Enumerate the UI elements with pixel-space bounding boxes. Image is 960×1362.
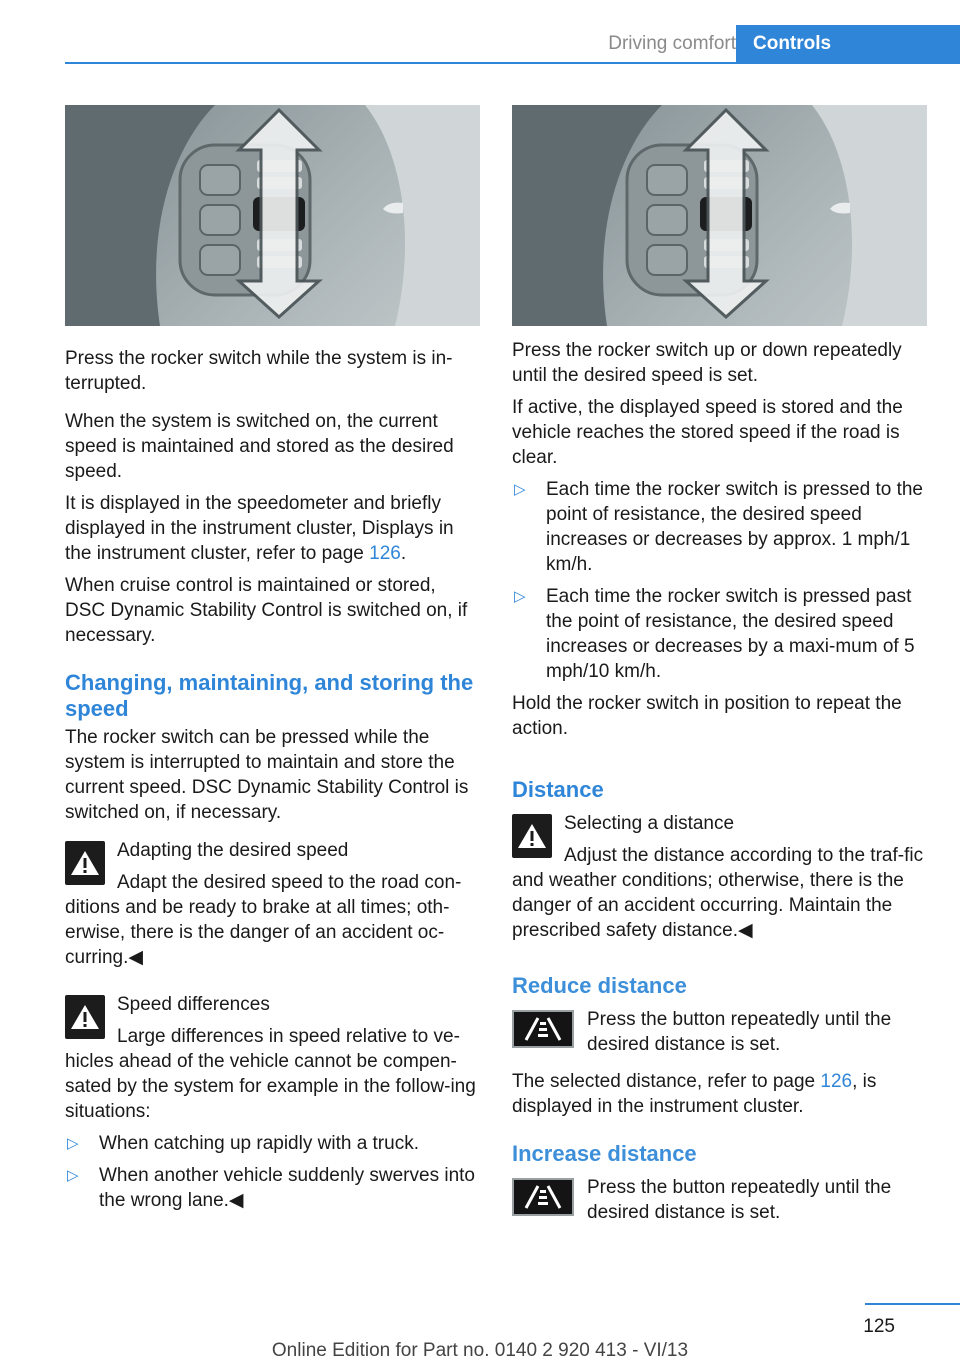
triangle-bullet-icon: ▷ bbox=[514, 481, 526, 498]
triangle-bullet-icon: ▷ bbox=[67, 1167, 79, 1184]
warning-text: Large differences in speed relative to ve‐hicles ahead of the vehicle cannot be compen‐sated by the system for example in the follow‐ing situations: bbox=[65, 1026, 476, 1122]
paragraph: Press the rocker switch while the system is in‐terrupted. bbox=[65, 348, 453, 394]
list-item-text: Each time the rocker switch is pressed past the point of resistance, the desired speed increases or decreases by a maxi‐mum of 5 mph/10 km/h. bbox=[546, 586, 915, 682]
button-description: Press the button repeatedly until the desired distance is set. bbox=[587, 1009, 892, 1055]
warning-triangle-icon bbox=[65, 841, 105, 885]
warning-block bbox=[65, 838, 480, 970]
paragraph: Hold the rocker switch in position to repeat the action. bbox=[512, 693, 902, 739]
paragraph: When cruise control is maintained or stored, DSC Dynamic Stability Control is switched on, if necessary. bbox=[65, 575, 468, 646]
right-column bbox=[512, 105, 927, 1225]
text: . bbox=[400, 543, 407, 564]
text: The selected distance, refer to page bbox=[512, 1071, 821, 1092]
steering-wheel-rocker-photo bbox=[512, 105, 927, 326]
warning-title: Adapting the desired speed bbox=[117, 840, 349, 861]
list-item bbox=[512, 584, 927, 684]
triangle-bullet-icon: ▷ bbox=[514, 588, 526, 605]
text: It is displayed in the speedometer and briefly displayed in the instrument cluster, Displays in the instrument cluster, refer to page bbox=[65, 493, 454, 564]
bullet-list bbox=[65, 1131, 480, 1213]
reduce-distance-row bbox=[512, 1007, 927, 1057]
paragraph: The rocker switch can be pressed while the system is interrupted to maintain and store the current speed. DSC Dynamic Stability Control is switched on, if necessary. bbox=[65, 727, 469, 823]
warning-title: Selecting a distance bbox=[564, 813, 735, 834]
paragraph: When the system is switched on, the current speed is maintained and stored as the desired speed. bbox=[65, 411, 454, 482]
triangle-bullet-icon: ▷ bbox=[67, 1135, 79, 1152]
section-heading: Reduce distance bbox=[512, 973, 687, 998]
list-item-text: Each time the rocker switch is pressed to the point of resistance, the desired speed increases or decreases by approx. 1 mph/1 km/h. bbox=[546, 479, 923, 575]
list-item bbox=[65, 1163, 480, 1213]
header-tab-controls[interactable]: Controls bbox=[736, 25, 960, 62]
paragraph bbox=[65, 491, 480, 566]
page-link-126[interactable]: 126 bbox=[820, 1071, 853, 1092]
bullet-list bbox=[512, 477, 927, 684]
text: , is displayed in the instrument cluster. bbox=[512, 1071, 877, 1117]
increase-distance-row bbox=[512, 1175, 927, 1225]
list-item bbox=[512, 477, 927, 577]
edition-footer: Online Edition for Part no. 0140 2 920 413 - VI/13 bbox=[271, 1340, 689, 1361]
warning-block bbox=[512, 811, 927, 943]
warning-text: Adjust the distance according to the traf‐fic and weather conditions; otherwise, there is the danger of an accident occurring. Maintain the prescribed safety distance.◀ bbox=[512, 845, 924, 941]
section-heading: Increase distance bbox=[512, 1141, 697, 1166]
page-header bbox=[65, 25, 960, 64]
warning-triangle-icon bbox=[512, 814, 552, 858]
section-heading: Changing, maintaining, and storing the speed bbox=[65, 670, 474, 721]
list-item-text: When catching up rapidly with a truck. bbox=[99, 1133, 419, 1154]
page-number: 125 bbox=[863, 1316, 895, 1337]
distance-lane-icon[interactable] bbox=[512, 1178, 574, 1216]
header-section-title: Driving comfort bbox=[608, 33, 736, 54]
list-item-text: When another vehicle suddenly swerves into the wrong lane.◀ bbox=[99, 1165, 475, 1211]
paragraph bbox=[512, 1069, 927, 1119]
warning-title: Speed differences bbox=[117, 994, 270, 1015]
paragraph: Press the rocker switch up or down repeatedly until the desired speed is set. bbox=[512, 340, 902, 386]
steering-wheel-rocker-photo bbox=[65, 105, 480, 326]
page-number-rule bbox=[865, 1303, 960, 1305]
page-link-126[interactable]: 126 bbox=[369, 543, 401, 564]
button-description: Press the button repeatedly until the desired distance is set. bbox=[587, 1177, 892, 1223]
warning-text: Adapt the desired speed to the road con‐ditions and be ready to brake at all times; oth‐erwise, there is the danger of an accident oc‐curring.◀ bbox=[65, 872, 462, 968]
section-heading: Distance bbox=[512, 777, 604, 802]
warning-block bbox=[65, 992, 480, 1124]
distance-lane-icon[interactable] bbox=[512, 1010, 574, 1048]
paragraph: If active, the displayed speed is stored and the vehicle reaches the stored speed if the road is clear. bbox=[512, 397, 903, 468]
list-item bbox=[65, 1131, 480, 1156]
left-column bbox=[65, 105, 480, 1220]
warning-triangle-icon bbox=[65, 995, 105, 1039]
